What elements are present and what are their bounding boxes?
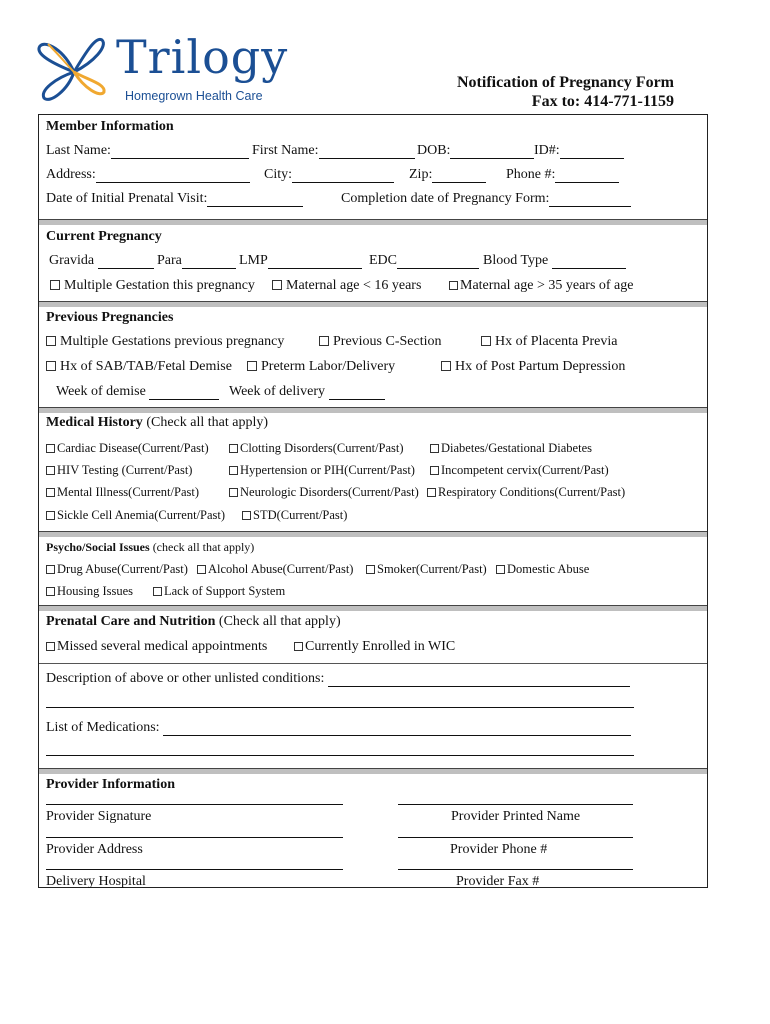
medical-history-title: Medical History: [46, 415, 143, 430]
provider-printed-name-label: Provider Printed Name: [451, 809, 581, 824]
preterm-label: Preterm Labor/Delivery: [261, 359, 396, 374]
lmp-label: LMP: [239, 253, 268, 268]
checkbox-icon[interactable]: [272, 280, 282, 290]
checkbox-icon[interactable]: [496, 565, 505, 574]
dob-label: DOB:: [417, 143, 451, 158]
medical-history-note: (Check all that apply): [142, 415, 268, 430]
checkbox-icon[interactable]: [197, 565, 206, 574]
wic-label: Currently Enrolled in WIC: [305, 639, 456, 654]
diabetes-label: Diabetes/Gestational Diabetes: [441, 441, 592, 455]
hypertension-label: Hypertension or PIH(Current/Past): [240, 463, 415, 477]
dob-field[interactable]: [417, 143, 534, 159]
edc-label: EDC: [369, 253, 397, 268]
psycho-social-heading: [46, 539, 254, 555]
sickle-cell-checkbox[interactable]: [46, 507, 225, 523]
checkbox-icon[interactable]: [229, 444, 238, 453]
checkbox-icon[interactable]: [153, 587, 162, 596]
checkbox-icon[interactable]: [46, 361, 56, 371]
checkbox-icon[interactable]: [229, 488, 238, 497]
sab-label: Hx of SAB/TAB/Fetal Demise: [60, 359, 232, 374]
drug-abuse-checkbox[interactable]: [46, 561, 188, 577]
checkbox-icon[interactable]: [242, 511, 251, 520]
neurologic-label: Neurologic Disorders(Current/Past): [240, 485, 419, 499]
multiple-gestations-checkbox[interactable]: [46, 334, 284, 350]
checkbox-icon[interactable]: [430, 444, 439, 453]
checkbox-icon[interactable]: [46, 466, 55, 475]
description-line[interactable]: [46, 707, 634, 708]
cervix-checkbox[interactable]: [430, 462, 609, 478]
gravida-field[interactable]: [49, 253, 154, 269]
provider-signature-line[interactable]: [46, 804, 343, 805]
checkbox-icon[interactable]: [366, 565, 375, 574]
provider-address-label: Provider Address: [46, 842, 143, 857]
provider-fax-label: Provider Fax #: [456, 874, 540, 889]
last-name-label: Last Name:: [46, 143, 111, 158]
prenatal-visit-field[interactable]: [46, 191, 303, 207]
wic-checkbox[interactable]: [294, 639, 455, 655]
current-pregnancy-heading: Current Pregnancy: [46, 229, 162, 244]
checkbox-icon[interactable]: [427, 488, 436, 497]
checkbox-icon[interactable]: [449, 281, 458, 290]
diabetes-checkbox[interactable]: [430, 440, 592, 456]
alcohol-abuse-checkbox[interactable]: [197, 561, 353, 577]
mental-illness-checkbox[interactable]: [46, 484, 199, 500]
clotting-label: Clotting Disorders(Current/Past): [240, 441, 404, 455]
smoker-label: Smoker(Current/Past): [377, 562, 487, 576]
form-frame: [38, 114, 708, 888]
phone-field[interactable]: [506, 167, 619, 183]
checkbox-icon[interactable]: [319, 336, 329, 346]
previous-pregnancies-heading: Previous Pregnancies: [46, 310, 174, 325]
maternal-over-35-checkbox[interactable]: [449, 278, 633, 294]
hypertension-checkbox[interactable]: [229, 462, 415, 478]
completion-date-label: Completion date of Pregnancy Form:: [341, 191, 550, 206]
cardiac-label: Cardiac Disease(Current/Past): [57, 441, 209, 455]
week-delivery-label: Week of delivery: [229, 384, 326, 399]
first-name-field[interactable]: [252, 143, 415, 159]
zip-field[interactable]: [409, 167, 486, 183]
medications-line[interactable]: [46, 755, 634, 756]
last-name-field[interactable]: [46, 143, 249, 159]
section-divider: [39, 769, 707, 774]
hiv-label: HIV Testing (Current/Past): [57, 463, 193, 477]
hiv-checkbox[interactable]: [46, 462, 192, 478]
prenatal-note: (Check all that apply): [215, 614, 341, 629]
phone-label: Phone #:: [506, 167, 556, 182]
checkbox-icon[interactable]: [247, 361, 257, 371]
checkbox-icon[interactable]: [229, 466, 238, 475]
missed-appointments-checkbox[interactable]: [46, 639, 267, 655]
id-label: ID#:: [534, 143, 560, 158]
c-section-label: Previous C-Section: [333, 334, 442, 349]
trilogy-logo: [34, 30, 324, 110]
member-heading: Member Information: [46, 119, 174, 134]
mental-illness-label: Mental Illness(Current/Past): [57, 485, 199, 499]
multiple-gestations-label: Multiple Gestations previous pregnancy: [60, 334, 285, 349]
housing-label: Housing Issues: [57, 584, 134, 598]
checkbox-icon[interactable]: [46, 587, 55, 596]
logo-tagline: Homegrown Health Care: [125, 89, 263, 103]
blood-type-label: Blood Type: [483, 253, 549, 268]
respiratory-checkbox[interactable]: [427, 484, 625, 500]
psycho-social-note: (check all that apply): [149, 540, 255, 554]
week-delivery-field[interactable]: [229, 384, 385, 400]
prenatal-title: Prenatal Care and Nutrition: [46, 614, 216, 629]
checkbox-icon[interactable]: [46, 488, 55, 497]
checkbox-icon[interactable]: [46, 444, 55, 453]
provider-heading: Provider Information: [46, 777, 175, 792]
provider-signature-label: Provider Signature: [46, 809, 152, 824]
provider-printed-name-line[interactable]: [398, 804, 633, 805]
trilogy-knot-icon: [34, 30, 114, 110]
prenatal-visit-label: Date of Initial Prenatal Visit:: [46, 191, 208, 206]
para-field[interactable]: [157, 253, 236, 269]
medications-field[interactable]: [46, 720, 631, 736]
checkbox-icon[interactable]: [46, 511, 55, 520]
blood-type-field[interactable]: [483, 253, 626, 269]
drug-abuse-label: Drug Abuse(Current/Past): [57, 562, 188, 576]
checkbox-icon[interactable]: [294, 642, 303, 651]
placenta-previa-checkbox[interactable]: [481, 334, 617, 350]
provider-fax-line[interactable]: [398, 869, 633, 870]
cervix-label: Incompetent cervix(Current/Past): [441, 463, 609, 477]
alcohol-abuse-label: Alcohol Abuse(Current/Past): [208, 562, 354, 576]
placenta-previa-label: Hx of Placenta Previa: [495, 334, 618, 349]
week-demise-label: Week of demise: [56, 384, 146, 399]
medications-label: List of Medications:: [46, 720, 160, 735]
address-field[interactable]: [46, 167, 250, 183]
checkbox-icon[interactable]: [46, 336, 56, 346]
c-section-checkbox[interactable]: [319, 334, 442, 350]
neurologic-checkbox[interactable]: [229, 484, 419, 500]
checkbox-icon[interactable]: [441, 361, 451, 371]
support-label: Lack of Support System: [164, 584, 286, 598]
housing-checkbox[interactable]: [46, 583, 133, 599]
domestic-abuse-checkbox[interactable]: [496, 561, 589, 577]
std-label: STD(Current/Past): [253, 508, 348, 522]
completion-date-field[interactable]: [341, 191, 631, 207]
maternal-over-35-label: Maternal age > 35 years of age: [460, 278, 634, 293]
first-name-label: First Name:: [252, 143, 319, 158]
provider-phone-label: Provider Phone #: [450, 842, 548, 857]
edc-field[interactable]: [369, 253, 479, 269]
checkbox-icon[interactable]: [46, 642, 55, 651]
missed-appointments-label: Missed several medical appointments: [57, 639, 268, 654]
address-label: Address:: [46, 167, 96, 182]
fax-number: Fax to: 414-771-1159: [531, 93, 674, 110]
support-checkbox[interactable]: [153, 583, 285, 599]
id-field[interactable]: [534, 143, 624, 159]
form-title-block: [457, 73, 674, 111]
week-demise-field[interactable]: [56, 384, 219, 400]
city-field[interactable]: [264, 167, 394, 183]
description-field[interactable]: [46, 671, 630, 687]
sickle-cell-label: Sickle Cell Anemia(Current/Past): [57, 508, 226, 522]
provider-phone-line[interactable]: [398, 837, 633, 838]
maternal-under-16-checkbox[interactable]: [272, 278, 421, 294]
delivery-hospital-line[interactable]: [46, 869, 343, 870]
provider-address-line[interactable]: [46, 837, 343, 838]
description-label: Description of above or other unlisted conditions:: [46, 671, 325, 686]
zip-label: Zip:: [409, 167, 433, 182]
post-partum-checkbox[interactable]: [441, 359, 625, 375]
form-title: Notification of Pregnancy Form: [457, 74, 674, 91]
city-label: City:: [264, 167, 293, 182]
std-checkbox[interactable]: [242, 507, 347, 523]
respiratory-label: Respiratory Conditions(Current/Past): [438, 485, 626, 499]
logo-wordmark: Trilogy: [116, 30, 289, 84]
checkbox-icon[interactable]: [430, 466, 439, 475]
checkbox-icon[interactable]: [46, 565, 55, 574]
sab-checkbox[interactable]: [46, 359, 232, 375]
cardiac-checkbox[interactable]: [46, 440, 209, 456]
preterm-checkbox[interactable]: [247, 359, 395, 375]
gravida-label: Gravida: [49, 253, 95, 268]
delivery-hospital-label: Delivery Hospital: [46, 874, 146, 889]
lmp-field[interactable]: [239, 253, 362, 269]
medical-history-heading: [46, 415, 268, 431]
smoker-checkbox[interactable]: [366, 561, 487, 577]
clotting-checkbox[interactable]: [229, 440, 404, 456]
prenatal-heading: [46, 614, 341, 630]
multiple-gestation-label: Multiple Gestation this pregnancy: [64, 278, 255, 293]
checkbox-icon[interactable]: [50, 280, 60, 290]
maternal-under-16-label: Maternal age < 16 years: [286, 278, 422, 293]
post-partum-label: Hx of Post Partum Depression: [455, 359, 626, 374]
domestic-abuse-label: Domestic Abuse: [507, 562, 590, 576]
para-label: Para: [157, 253, 182, 268]
psycho-social-title: Psycho/Social Issues: [46, 540, 150, 554]
multiple-gestation-checkbox[interactable]: [50, 278, 255, 294]
checkbox-icon[interactable]: [481, 336, 491, 346]
